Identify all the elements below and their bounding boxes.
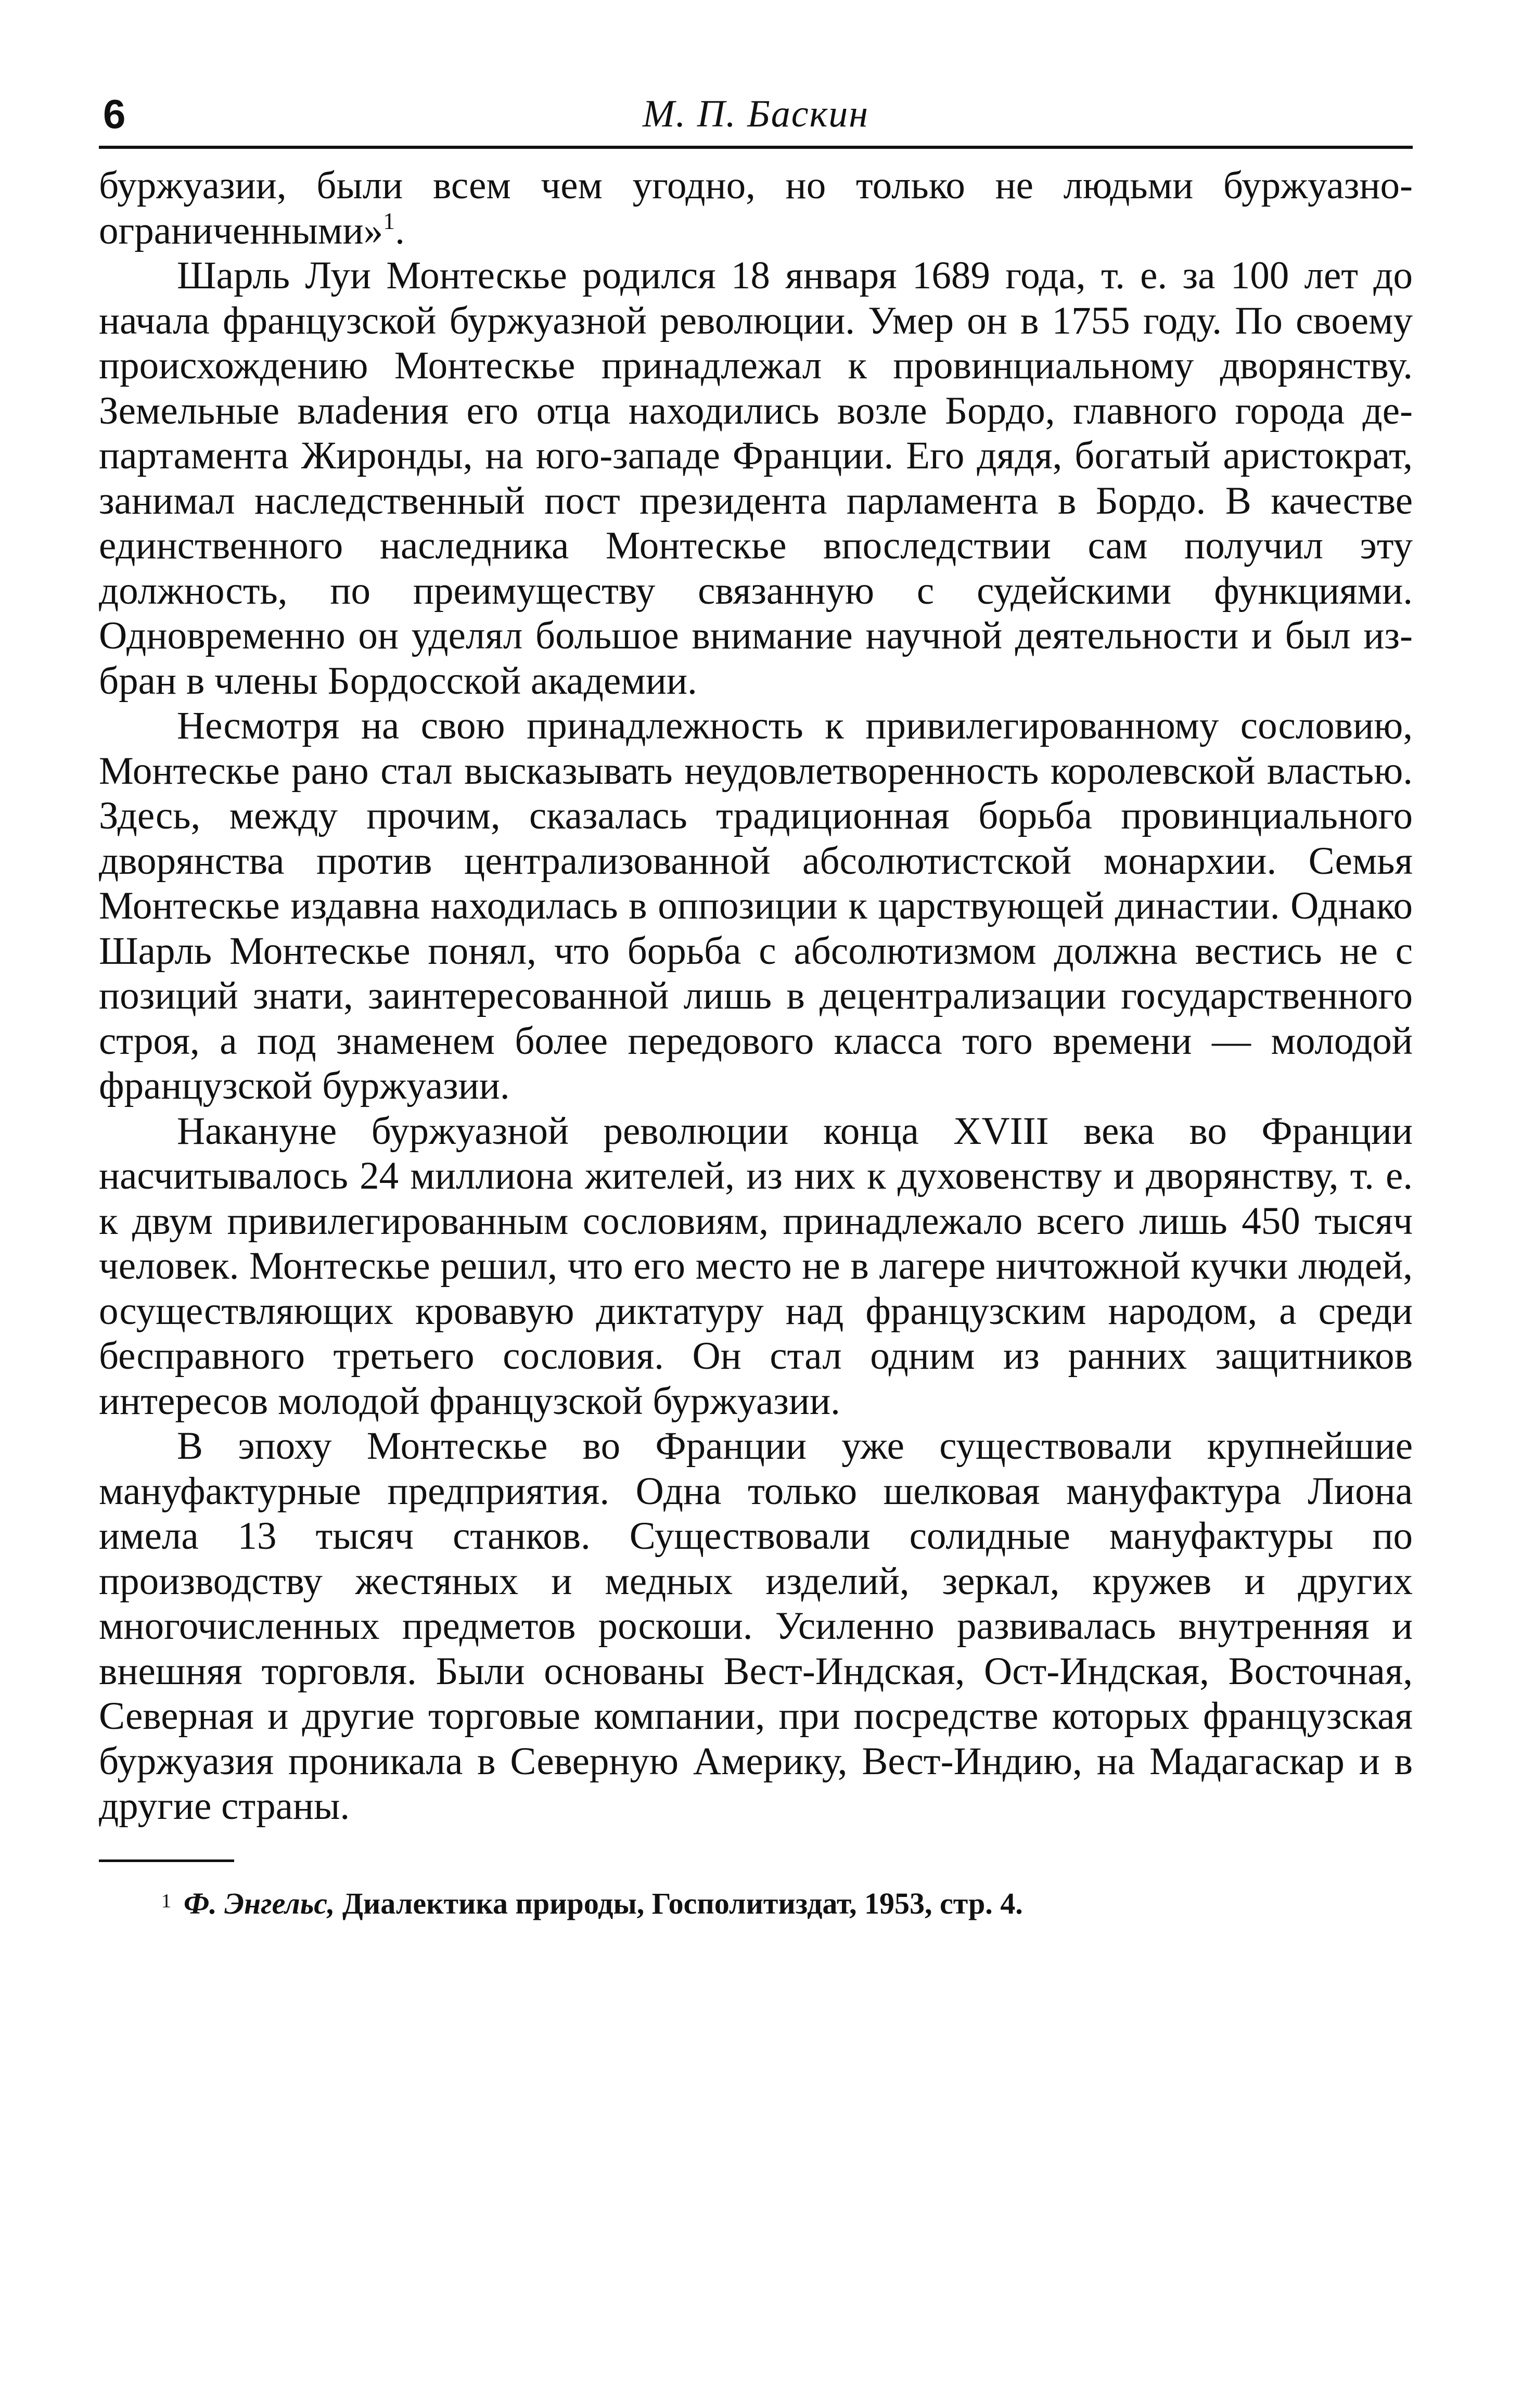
paragraph: В эпоху Монтескье во Франции уже существовали крупнейшие мануфактурные предприятия. Одна только шелковая мануфактура Лиона имела 13 тысяч станков. Существовали солидные мануфактуры по производству жестяных и медных изделий, зеркал, кружев и других многочисленных предметов роскоши. Усиленно развивалась внутренняя и внешняя торговля. Были основаны Вест-Индская, Ост-Индская, Восточная, Северная и другие торговые компании, при посредстве которых французская буржуазия проникала в Северную Америку, Вест-Индию, на Мадагаскар и в другие страны. xyxy=(99,1424,1413,1828)
paragraph: Накануне буржуазной революции конца XVIII века во Франции насчитывалось 24 миллиона жителей, из них к духовенству и дворянству, т. е. к двум привилегированным сословиям, принадлежало всего лишь 450 тысяч человек. Монтескье решил, что его место не в лагере ничтожной кучки людей, осуществляющих кровавую диктатуру над французским народом, а среди бесправного третьего сословия. Он стал одним из ранних защитников интересов молодой французской буржуазии. xyxy=(99,1109,1413,1423)
body-text xyxy=(99,163,1413,1829)
paragraph-text: буржуазии, были всем чем угодно, но только не людьми буржуазно-ограниченными» xyxy=(99,164,1413,252)
footnote-divider xyxy=(99,1859,234,1862)
book-page xyxy=(99,88,1413,2378)
running-head xyxy=(99,88,1413,149)
footnote-reference: 1 xyxy=(383,207,395,234)
footnote xyxy=(99,1883,1413,1922)
paragraph xyxy=(99,163,1413,253)
footnote-mark: 1 xyxy=(161,1890,171,1912)
page-number: 6 xyxy=(103,91,126,137)
running-head-author: М. П. Баскин xyxy=(643,93,869,135)
footnote-author: Ф. Энгельс, xyxy=(184,1886,335,1920)
paragraph: Шарль Луи Монтескье родился 18 января 1689 года, т. е. за 100 лет до начала французской буржуазной революции. Умер он в 1755 году. По своему происхождению Монтескье принадлежал к провинциальному дворянству. Земельные влаdения его отца находились возле Бордо, главного города департамента Жиронды, на юго-западе Франции. Его дядя, богатый аристократ, занимал наследственный пост президента парламента в Бордо. В качестве единственного наследника Монтескье впоследствии сам получил эту должность, по преимуществу связанную с судейскими функциями. Одновременно он уделял большое внимание научной деятельности и был избран в члены Бордосской академии. xyxy=(99,254,1413,703)
paragraph-tail: . xyxy=(395,209,405,252)
footnote-text: Диалектика природы, Госполитиздат, 1953, стр. 4. xyxy=(342,1886,1023,1920)
paragraph: Несмотря на свою принадлежность к привилегированному сословию, Монтескье рано стал высказывать неудовлетворенность королевской властью. Здесь, между прочим, сказалась традиционная борьба провинциального дворянства против централизованной абсолютистской монархии. Семья Монтескье издавна находилась в оппозиции к царствующей династии. Однако Шарль Монтескье понял, что борьба с абсолютизмом должна вестись не с позиций знати, заинтересованной лишь в децентрализации государственного строя, а под знаменем более передового класса того времени — молодой французской буржуазии. xyxy=(99,704,1413,1107)
